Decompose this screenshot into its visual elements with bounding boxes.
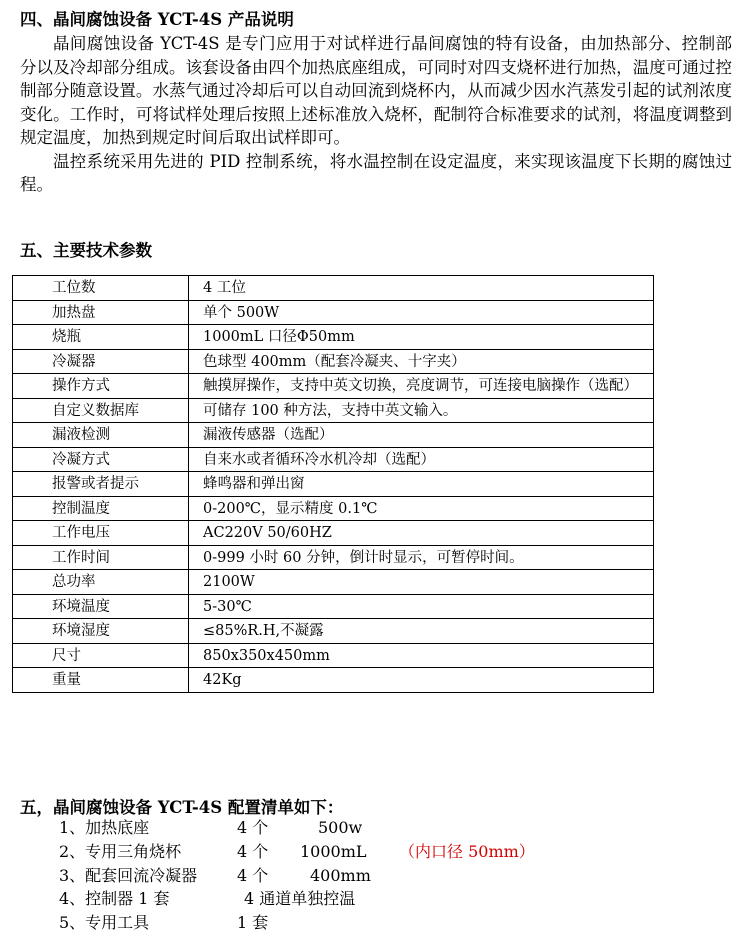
config-item-spec: 4 通道单独控温	[244, 889, 356, 909]
table-row	[13, 496, 654, 521]
product-description	[20, 32, 732, 197]
spec-key: 烧瓶	[13, 325, 189, 350]
table-row	[13, 619, 654, 644]
spec-key: 环境湿度	[13, 619, 189, 644]
spec-value: 0-999 小时 60 分钟，倒计时显示，可暂停时间。	[189, 545, 654, 570]
spec-value: 触摸屏操作，支持中英文切换，亮度调节，可连接电脑操作（选配）	[189, 374, 654, 399]
spec-key: 报警或者提示	[13, 472, 189, 497]
spec-key: 自定义数据库	[13, 398, 189, 423]
table-row	[13, 349, 654, 374]
spec-value: 色球型 400mm（配套冷凝夹、十字夹）	[189, 349, 654, 374]
spec-key: 工作电压	[13, 521, 189, 546]
spec-value: 漏液传感器（选配）	[189, 423, 654, 448]
table-row	[13, 570, 654, 595]
table-row	[13, 276, 654, 301]
description-paragraph: 温控系统采用先进的 PID 控制系统，将水温控制在设定温度，来实现该温度下长期的腐蚀过程。	[20, 151, 732, 194]
spec-key: 工位数	[13, 276, 189, 301]
config-item-spec: 400mm	[310, 865, 371, 885]
spec-key: 重量	[13, 668, 189, 693]
config-item-note: （内口径 50mm）	[399, 841, 535, 861]
spec-key: 环境温度	[13, 594, 189, 619]
config-item-spec: 500w	[318, 818, 363, 837]
description-paragraph: 晶间腐蚀设备 YCT-4S 是专门应用于对试样进行晶间腐蚀的特有设备，由加热部分、控制部分以及冷却部分组成。该套设备由四个加热底座组成，可同时对四支烧杯进行加热，温度可通过控制部分随意设置。水蒸气通过冷却后可以自动回流到烧杯内，从而减少因水汽蒸发引起的试剂浓度变化。工作时，可将试样处理后按照上述标准放入烧杯，配制符合标准要求的试剂，将温度调整到规定温度，加热到规定时间后取出试样即可。	[20, 34, 732, 147]
spec-key: 冷凝方式	[13, 447, 189, 472]
section-4-heading: 四、晶间腐蚀设备 YCT-4S 产品说明	[20, 10, 294, 29]
spec-value: 2100W	[189, 570, 654, 595]
table-row	[13, 398, 654, 423]
table-row	[13, 300, 654, 325]
spec-key: 冷凝器	[13, 349, 189, 374]
config-item-spec: 1000mL	[300, 841, 367, 861]
table-row	[13, 643, 654, 668]
config-list-heading: 五，晶间腐蚀设备 YCT-4S 配置清单如下：	[20, 798, 344, 817]
spec-key: 工作时间	[13, 545, 189, 570]
config-item-name: 1、加热底座	[59, 818, 150, 837]
spec-key: 控制温度	[13, 496, 189, 521]
table-row	[13, 423, 654, 448]
spec-value: 1000mL 口径Φ50mm	[189, 325, 654, 350]
table-row	[13, 374, 654, 399]
config-item-name: 5、专用工具	[59, 913, 150, 933]
spec-value: 42Kg	[189, 668, 654, 693]
config-item-qty: 4 个	[237, 841, 269, 861]
spec-value: 4 工位	[189, 276, 654, 301]
table-row	[13, 472, 654, 497]
spec-table	[12, 275, 654, 693]
config-item-qty: 4 个	[237, 865, 269, 885]
spec-value: 单个 500W	[189, 300, 654, 325]
config-item-qty: 4 个	[237, 818, 269, 837]
table-row	[13, 521, 654, 546]
spec-value: 0-200℃，显示精度 0.1℃	[189, 496, 654, 521]
section-5-heading: 五、主要技术参数	[20, 241, 152, 260]
spec-value: ≤85%R.H,不凝露	[189, 619, 654, 644]
table-row	[13, 668, 654, 693]
spec-value: 5-30℃	[189, 594, 654, 619]
spec-key: 操作方式	[13, 374, 189, 399]
spec-key: 尺寸	[13, 643, 189, 668]
config-item-qty: 1 套	[237, 913, 269, 933]
table-row	[13, 325, 654, 350]
spec-key: 漏液检测	[13, 423, 189, 448]
spec-value: 可储存 100 种方法，支持中英文输入。	[189, 398, 654, 423]
table-row	[13, 545, 654, 570]
config-item-name: 3、配套回流冷凝器	[59, 865, 198, 885]
table-row	[13, 594, 654, 619]
spec-key: 总功率	[13, 570, 189, 595]
table-row	[13, 447, 654, 472]
spec-key: 加热盘	[13, 300, 189, 325]
spec-value: AC220V 50/60HZ	[189, 521, 654, 546]
spec-value: 850x350x450mm	[189, 643, 654, 668]
config-item-name: 4、控制器 1 套	[59, 889, 170, 909]
spec-value: 自来水或者循环冷水机冷却（选配）	[189, 447, 654, 472]
config-item-name: 2、专用三角烧杯	[59, 841, 182, 861]
spec-value: 蜂鸣器和弹出窗	[189, 472, 654, 497]
